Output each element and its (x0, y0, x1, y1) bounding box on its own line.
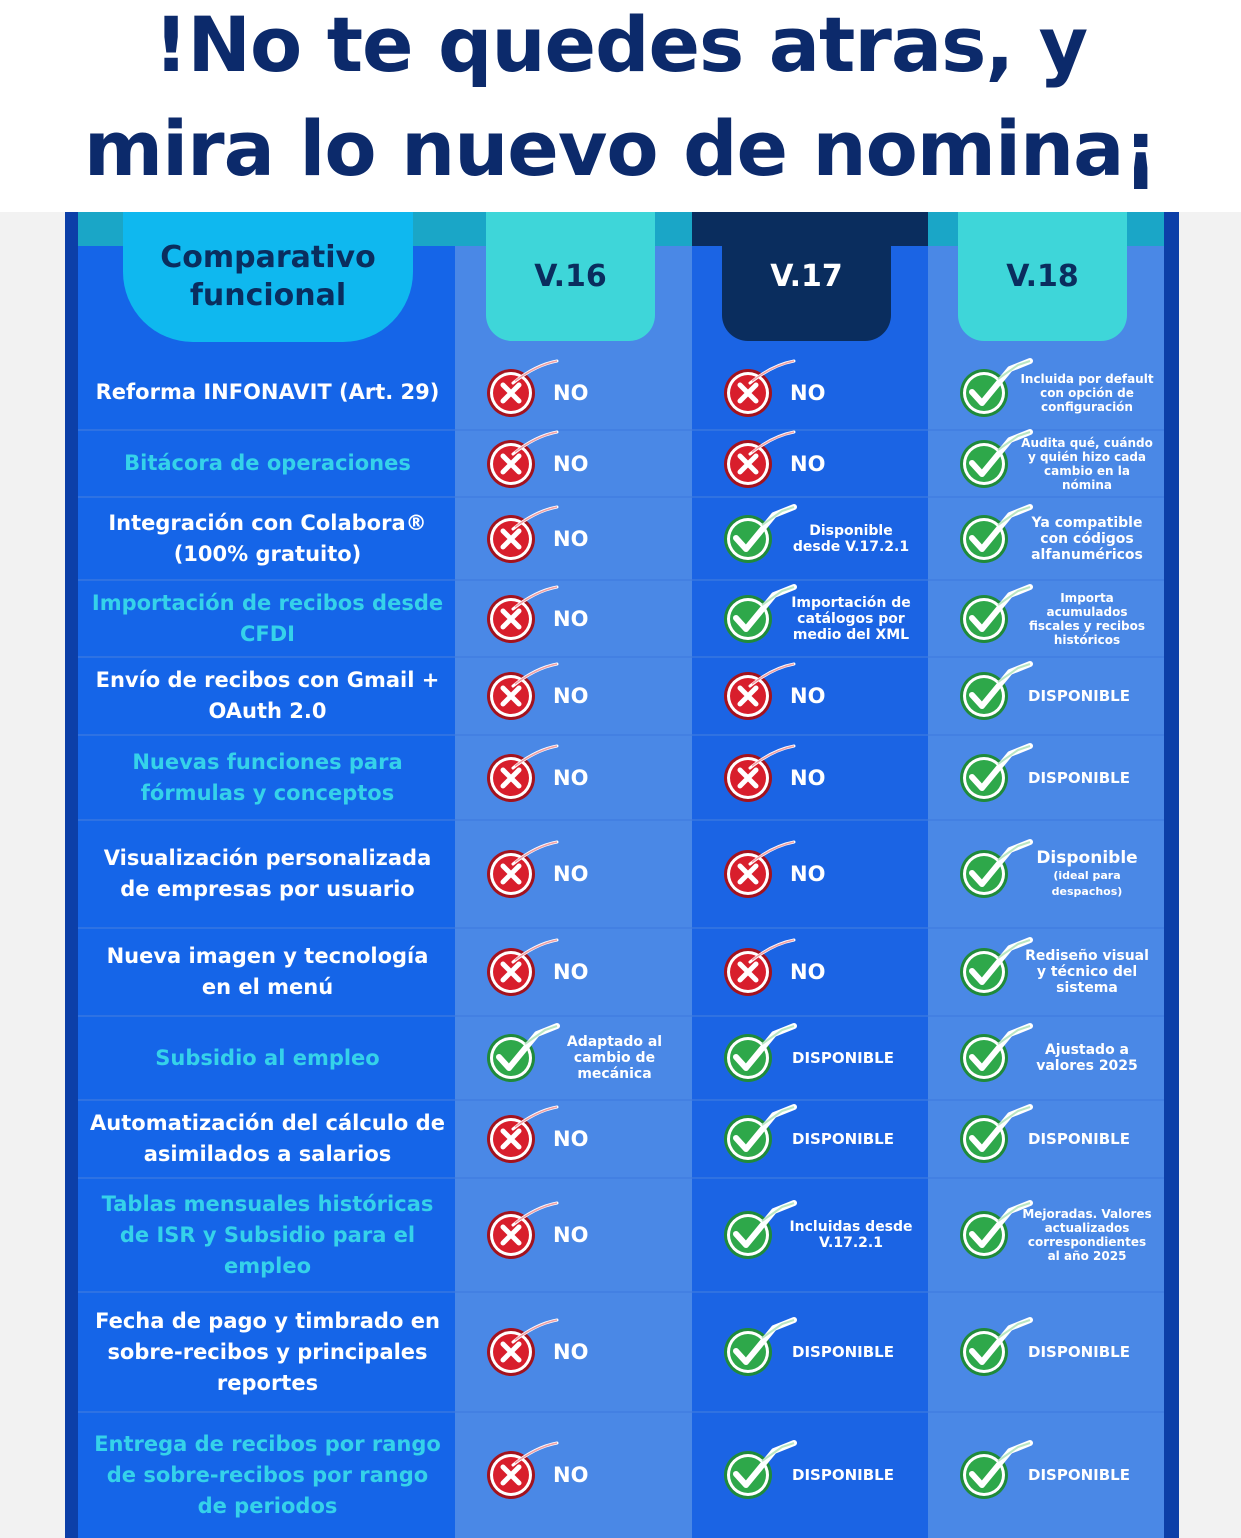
cell-v17 (722, 928, 918, 1016)
cell-text: DISPONIBLE (792, 1130, 894, 1148)
cell-text: NO (553, 1127, 589, 1151)
cross-icon (485, 1113, 537, 1165)
cell-text: Rediseño visual y técnico del sistema (1025, 948, 1149, 996)
cell-v18 (958, 430, 1154, 497)
check-icon (958, 367, 1010, 419)
cross-icon (722, 670, 774, 722)
cell-text: NO (790, 960, 826, 984)
page-title-line-1: !No te quedes atras, y (153, 0, 1088, 89)
check-icon (722, 1326, 774, 1378)
header-feature-label: Comparativo funcional (160, 240, 376, 313)
cell-v17 (722, 1178, 918, 1292)
cross-icon (485, 1326, 537, 1378)
feature-label: Integración con Colabora® (100% gratuito) (108, 510, 427, 566)
check-icon (958, 670, 1010, 722)
cross-icon (485, 367, 537, 419)
cell-text: Disponible desde V.17.2.1 (792, 522, 910, 555)
check-icon (958, 1113, 1010, 1165)
header-v16 (486, 212, 655, 341)
header-v17 (722, 212, 891, 341)
cross-icon (722, 946, 774, 998)
cell-text: Importa acumulados fiscales y recibos históricos (1028, 590, 1146, 647)
cell-v18 (958, 735, 1154, 820)
check-icon (958, 513, 1010, 565)
cell-v16 (485, 1292, 682, 1412)
cell-text: DISPONIBLE (1028, 1466, 1130, 1484)
cell-text: NO (790, 862, 826, 886)
cell-v18 (958, 1100, 1154, 1178)
feature-label: Importación de recibos desde CFDI (91, 590, 444, 646)
cell-text: NO (553, 380, 589, 405)
feature-label: Automatización del cálculo de asimilados a salarios (90, 1111, 445, 1166)
check-icon (958, 1326, 1010, 1378)
check-icon (958, 848, 1010, 900)
check-icon (958, 1209, 1010, 1261)
feature-label: Subsidio al empleo (155, 1045, 380, 1070)
cell-v17 (722, 657, 918, 735)
cell-v17 (722, 1412, 918, 1538)
cell-v18 (958, 1016, 1154, 1100)
check-icon (958, 946, 1010, 998)
cell-v16 (485, 657, 682, 735)
header-v16-label: V.16 (534, 259, 607, 294)
cell-v16 (485, 1178, 682, 1292)
check-icon (958, 438, 1010, 490)
cell-v16 (485, 580, 682, 657)
cross-icon (485, 593, 537, 645)
cell-text: NO (553, 684, 589, 708)
check-icon (958, 1032, 1010, 1084)
cross-icon (722, 848, 774, 900)
cell-v17 (722, 1016, 918, 1100)
cell-text: Disponible (ideal para despachos) (1020, 848, 1154, 900)
cell-text: NO (553, 765, 589, 790)
check-icon (722, 1449, 774, 1501)
cell-text: DISPONIBLE (1028, 687, 1130, 705)
cell-subtext: (ideal para despachos) (1051, 869, 1123, 898)
cell-text: Ajustado a valores 2025 (1036, 1042, 1138, 1074)
cell-text: Incluidas desde V.17.2.1 (789, 1219, 913, 1251)
check-icon (722, 593, 774, 645)
cell-v18 (958, 928, 1154, 1016)
cell-text: NO (553, 1223, 589, 1247)
header-v18-label: V.18 (1006, 259, 1079, 294)
cross-icon (722, 752, 774, 804)
check-icon (722, 513, 774, 565)
cell-v16 (485, 355, 682, 430)
cell-text: NO (553, 960, 589, 984)
cell-text: NO (553, 862, 589, 886)
cross-icon (485, 670, 537, 722)
cell-v18 (958, 657, 1154, 735)
title-banner (0, 0, 1241, 212)
table-right-border (1164, 212, 1179, 1538)
cell-text: NO (553, 1463, 589, 1487)
feature-label: Fecha de pago y timbrado en sobre-recibos y principales reportes (95, 1308, 440, 1395)
cross-icon (722, 438, 774, 490)
page-title-line-2: mira lo nuevo de nomina¡ (83, 104, 1158, 193)
cell-v17 (722, 1292, 918, 1412)
cell-v17 (722, 355, 918, 430)
feature-label: Visualización personalizada de empresas por usuario (103, 846, 432, 901)
cell-text: Audita qué, cuándo y quién hizo cada cambio en la nómina (1021, 435, 1153, 492)
cell-v17 (722, 1100, 918, 1178)
cell-v16 (485, 1016, 682, 1100)
feature-label: Envío de recibos con Gmail + OAuth 2.0 (95, 668, 440, 723)
check-icon (722, 1113, 774, 1165)
cell-v16 (485, 820, 682, 928)
feature-label: Bitácora de operaciones (124, 451, 411, 475)
cell-v16 (485, 928, 682, 1016)
cell-v17 (722, 580, 918, 657)
cell-v18 (958, 1412, 1154, 1538)
feature-label: Nueva imagen y tecnología en el menú (106, 944, 429, 999)
check-icon (485, 1032, 537, 1084)
cross-icon (722, 367, 774, 419)
cross-icon (485, 946, 537, 998)
cell-text: NO (790, 451, 826, 476)
cell-v16 (485, 497, 682, 580)
cell-v16 (485, 430, 682, 497)
cell-text: NO (553, 451, 589, 476)
cell-text: DISPONIBLE (792, 1466, 894, 1484)
cell-v18 (958, 1178, 1154, 1292)
cell-text: Ya compatible con códigos alfanuméricos (1031, 514, 1143, 563)
cross-icon (485, 752, 537, 804)
check-icon (958, 593, 1010, 645)
cell-v16 (485, 1412, 682, 1538)
cross-icon (485, 438, 537, 490)
cross-icon (485, 1449, 537, 1501)
feature-label: Reforma INFONAVIT (Art. 29) (95, 380, 440, 404)
cell-text: NO (553, 1340, 589, 1364)
cell-text: NO (790, 765, 826, 790)
header-v18 (958, 212, 1127, 341)
check-icon (722, 1032, 774, 1084)
cell-text: NO (790, 684, 826, 708)
cross-icon (485, 848, 537, 900)
cross-icon (485, 1209, 537, 1261)
cell-v17 (722, 430, 918, 497)
cell-text: DISPONIBLE (792, 1049, 894, 1067)
cell-v17 (722, 735, 918, 820)
check-icon (722, 1209, 774, 1261)
cell-v16 (485, 1100, 682, 1178)
cell-v16 (485, 735, 682, 820)
cell-text: Incluida por default con opción de configuración (1020, 371, 1154, 414)
cell-text: DISPONIBLE (1028, 768, 1130, 787)
cell-v18 (958, 497, 1154, 580)
header-feature-column (123, 212, 413, 342)
feature-label: Tablas mensuales históricas de ISR y Subsidio para el empleo (101, 1191, 434, 1278)
cell-text: DISPONIBLE (1028, 1130, 1130, 1148)
cell-v17 (722, 497, 918, 580)
cell-text: DISPONIBLE (792, 1343, 894, 1361)
cross-icon (485, 513, 537, 565)
cell-v18 (958, 820, 1154, 928)
cell-text: Mejoradas. Valores actualizados correspondientes al año 2025 (1022, 1207, 1152, 1263)
cell-text: NO (790, 380, 826, 405)
check-icon (958, 1449, 1010, 1501)
cell-text: DISPONIBLE (1028, 1343, 1130, 1361)
cell-text: Adaptado al cambio de mecánica (566, 1034, 663, 1082)
cell-text: Importación de catálogos por medio del XML (791, 594, 911, 643)
cell-v18 (958, 580, 1154, 657)
cell-v18 (958, 355, 1154, 430)
cell-v18 (958, 1292, 1154, 1412)
check-icon (958, 752, 1010, 804)
feature-label: Entrega de recibos por rango de sobre-recibos por rango de periodos (94, 1431, 441, 1518)
cell-v17 (722, 820, 918, 928)
cell-text: NO (553, 606, 589, 631)
table-left-border (65, 212, 78, 1538)
cell-text: NO (553, 526, 589, 551)
header-v17-label: V.17 (770, 259, 843, 294)
feature-label: Nuevas funciones para fórmulas y conceptos (132, 749, 403, 805)
